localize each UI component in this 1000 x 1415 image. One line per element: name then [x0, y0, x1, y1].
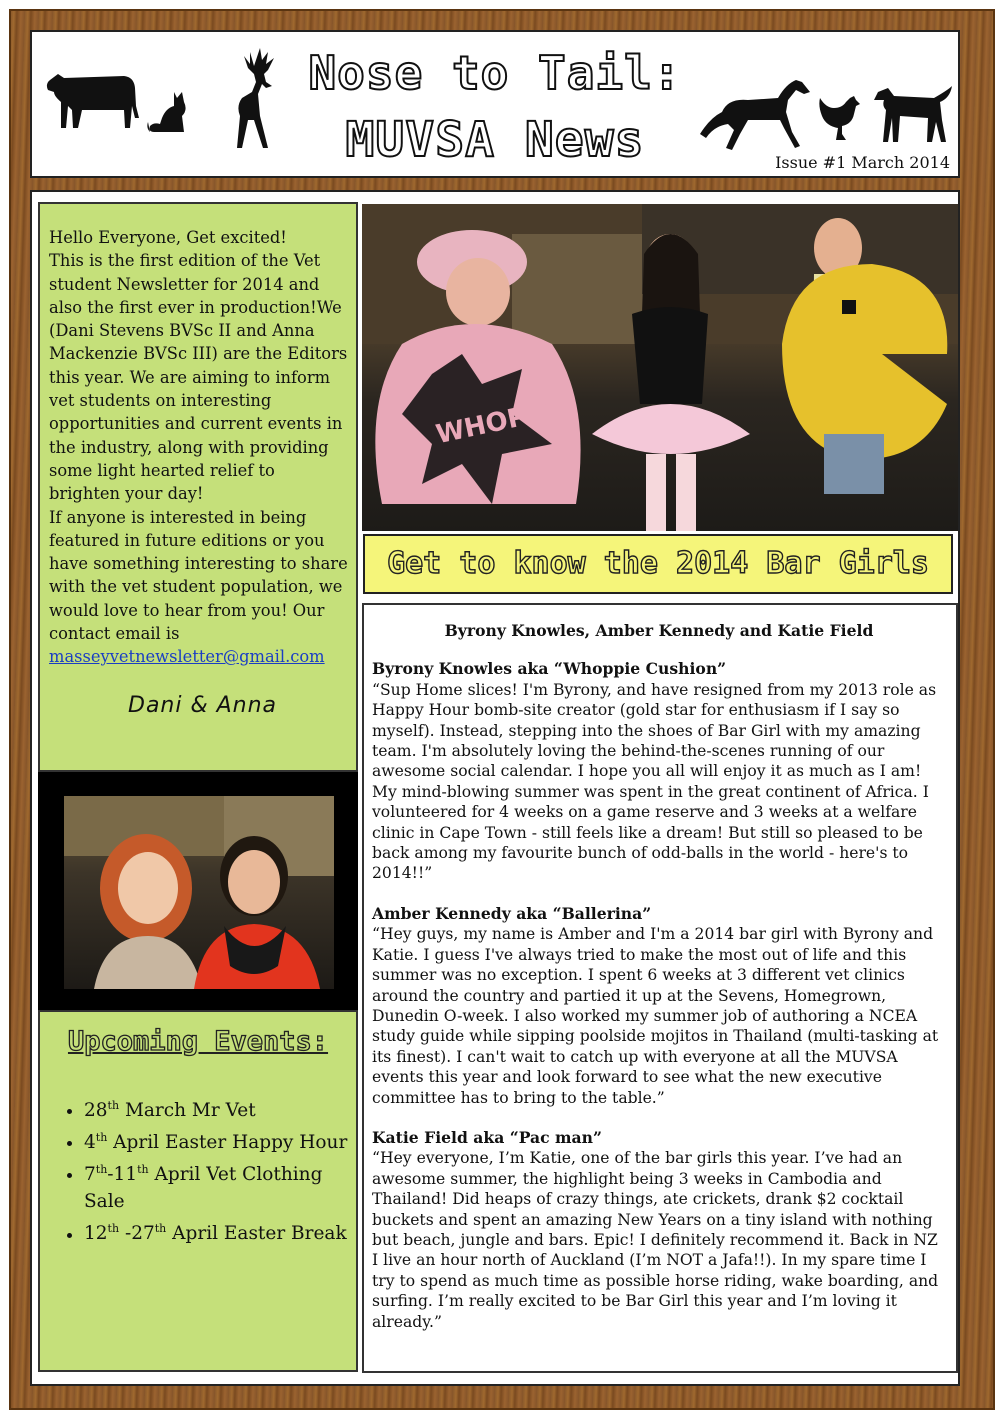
section-body-byrony: “Sup Home slices! I'm Byrony, and have resigned from my 2013 role as Happy Hour bomb-site creator (gold star for enthusiasm if I say so myself). Instead, stepping into the shoes of Bar Girl with my amazing team. I'm absolutely loving the behind-the-scenes running of our awesome social calendar. I hope you all will enjoy it as much as I am! My mind-blowing summer was spent in the great continent of Africa. I volunteered for 4 weeks on a game reserve and 3 weeks at a welfare clinic in Cape Town - still feels like a dream! But still so pleased to be back among my favourite bunch of odd-balls in the world - here's to 2014!!” [372, 680, 937, 883]
event-day-suffix: th [95, 1131, 108, 1145]
section-body-amber: “Hey guys, my name is Amber and I'm a 2014 bar girl with Byrony and Katie. I guess I've always tried to make the most out of life and this summer was no exception. I spent 6 weeks at 3 different vet clinics around the country and partied it up at the Sevens, Homegrown, Dunedin O-week. I also worked my summer job of authoring a NCEA study guide while sipping poolside mojitos in Thailand (multi-tasking at its finest). I can't wait to catch up with everyone at all the MUVSA events this year and look forward to see what the new executive committee has to bring to the table.” [372, 925, 939, 1107]
event-range-end: -27 [119, 1223, 155, 1245]
event-day-suffix: th [95, 1163, 108, 1177]
intro-greeting: Hello Everyone, Get excited! [49, 228, 287, 247]
event-text: April Vet Clothing Sale [84, 1164, 323, 1213]
section-heading-katie: Katie Field aka “Pac man” [372, 1127, 602, 1147]
horse-icon [692, 76, 812, 152]
event-day-suffix: th [154, 1222, 167, 1236]
event-day: 4 [84, 1132, 96, 1154]
bar-girls-article [362, 603, 958, 1373]
editors-photo-illustration [64, 796, 334, 989]
event-item [84, 1215, 354, 1247]
masthead [30, 30, 960, 178]
editors-signature: Dani & Anna [128, 693, 278, 718]
event-text: March Mr Vet [119, 1100, 256, 1122]
title-line-2: MUVSA News [345, 112, 645, 168]
event-day-suffix: th [107, 1222, 120, 1236]
event-item [84, 1124, 354, 1156]
events-list [54, 1092, 354, 1248]
event-text: April Easter Happy Hour [107, 1132, 348, 1154]
contact-email-link[interactable]: masseyvetnewsletter@gmail.com [49, 647, 325, 667]
costume-text: WHOPPIE [433, 392, 575, 451]
editors-photo-frame [38, 772, 358, 1010]
intro-paragraph-2 [49, 506, 348, 669]
event-text: April Easter Break [166, 1223, 347, 1245]
article-names: Byrony Knowles, Amber Kennedy and Katie Field [444, 621, 874, 640]
event-range-end: -11 [107, 1164, 138, 1186]
section-heading-amber: Amber Kennedy aka “Ballerina” [372, 903, 652, 923]
intro-box [38, 202, 358, 772]
event-item [84, 1092, 354, 1124]
intro-paragraph-1: This is the first edition of the Vet student Newsletter for 2014 and also the first ever in production!We (Dani Stevens BVSc II and Anna Mackenzie BVSc III) are the Editors this year. We are aiming to inform vet students on interesting opportunities and current events in the industry, along with providing some light hearted relief to brighten your day! [49, 251, 348, 504]
event-day-suffix: th [107, 1099, 120, 1112]
event-day: 7 [84, 1164, 96, 1186]
event-day: 12 [84, 1223, 108, 1245]
event-day-suffix: th [137, 1163, 149, 1177]
upcoming-events-box [38, 1010, 358, 1372]
editors-photo [64, 796, 334, 989]
bar-girls-photo-illustration [362, 204, 958, 531]
event-day: 28 [84, 1100, 108, 1122]
intro-paragraph-2-text: If anyone is interested in being featured in future editions or you have something interesting to share with the vet student population, we would love to hear from you! Our contact email is [49, 507, 348, 644]
event-item [84, 1156, 354, 1215]
article-banner: Get to know the 2014 Bar Girls [363, 534, 953, 594]
bar-girls-photo [362, 204, 958, 531]
rooster-icon [816, 94, 862, 144]
upcoming-events-heading: Upcoming Events: [67, 1026, 329, 1057]
banner-box [362, 531, 958, 603]
title-line-1: Nose to Tail: [308, 46, 682, 100]
issue-label: Issue #1 March 2014 [775, 153, 950, 172]
section-body-katie: “Hey everyone, I’m Katie, one of the bar girls this year. I’ve had an awesome summer, the highlight being 3 weeks in Cambodia and Thailand! Did heaps of crazy things, ate crickets, drank $2 cocktail buckets and spent an amazing New Years on a tiny island with nothing but beach, jungle and bars. Epic! I definitely recommend it. Back in NZ I live an hour north of Auckland (I’m NOT a Jafa!!). In my spare time I try to spend as much time as possible horse riding, wake boarding, and surfing. I’m really excited to be Bar Girl this year and I’m loving it already.” [372, 1149, 939, 1331]
section-heading-byrony: Byrony Knowles aka “Whoppie Cushion” [372, 659, 727, 679]
dog-icon [870, 84, 954, 146]
